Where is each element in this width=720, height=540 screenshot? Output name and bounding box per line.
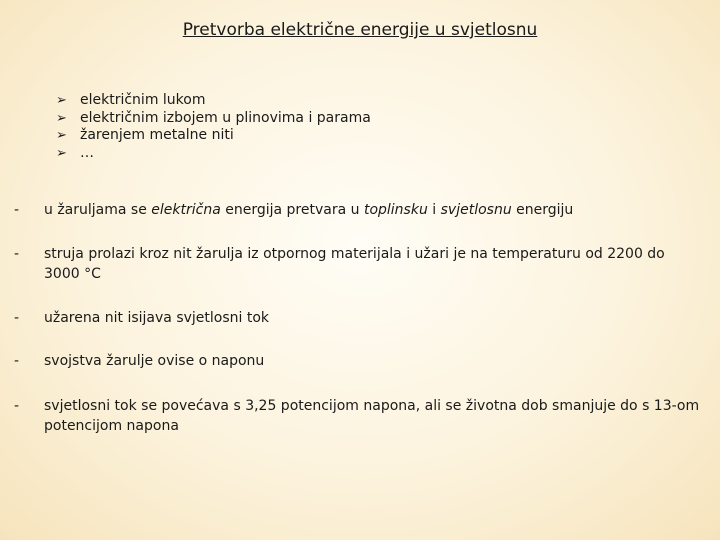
arrow-bullet-icon: ➢ <box>56 93 67 108</box>
arrow-bullet-icon: ➢ <box>56 128 67 143</box>
paragraph-luminous-flux <box>14 396 704 436</box>
list-item <box>56 127 371 145</box>
emphasis-text: toplinsku <box>363 202 428 218</box>
paragraph-text: užarena nit isijava svjetlosni tok <box>44 310 270 326</box>
paragraph-conversion <box>14 200 704 220</box>
dash-marker: - <box>14 398 20 414</box>
list-item-text: … <box>80 144 94 161</box>
arrow-bullet-icon: ➢ <box>56 145 67 161</box>
dash-marker: - <box>14 310 20 326</box>
list-item <box>56 145 371 163</box>
paragraph-current <box>14 244 704 284</box>
paragraph-text: svjetlosni tok se povećava s 3,25 potencijom napona, ali se životna dob smanjuje do s 13-om potencijom napona <box>44 398 700 434</box>
list-item <box>56 92 371 110</box>
arrow-bullet-list <box>56 92 371 162</box>
text-run: energija pretvara u <box>220 202 364 218</box>
dash-marker: - <box>14 353 20 369</box>
list-item-text: električnim lukom <box>80 92 206 108</box>
paragraph-text <box>44 200 704 220</box>
list-item-text: žarenjem metalne niti <box>80 127 234 143</box>
dash-marker: - <box>14 246 20 262</box>
paragraph-text: struja prolazi kroz nit žarulja iz otpornog materijala i užari je na temperaturu od 2200 do 3000 °C <box>44 246 665 282</box>
emphasis-text: električna <box>151 202 221 218</box>
paragraph-voltage <box>14 351 704 371</box>
dash-marker: - <box>14 202 20 218</box>
text-run: energiju <box>511 202 574 218</box>
arrow-bullet-icon: ➢ <box>56 110 67 126</box>
paragraph-filament <box>14 308 704 328</box>
emphasis-text: svjetlosnu <box>440 202 512 218</box>
text-run: i <box>427 202 441 218</box>
slide-title: Pretvorba električne energije u svjetlosnu <box>182 20 538 40</box>
list-item <box>56 110 371 128</box>
paragraph-text: svojstva žarulje ovise o naponu <box>44 353 265 369</box>
text-run: u žaruljama se <box>44 202 152 218</box>
list-item-text: električnim izbojem u plinovima i parama <box>80 109 371 126</box>
